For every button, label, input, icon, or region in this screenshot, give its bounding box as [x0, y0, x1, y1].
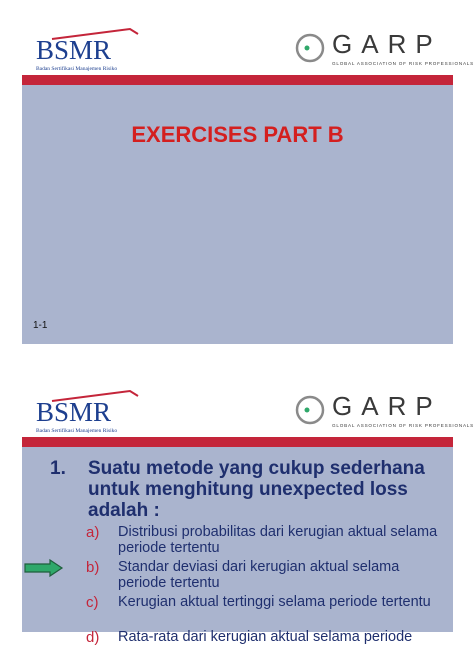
right-arrow-icon	[24, 559, 64, 577]
garp-logo-text: GARP	[332, 391, 442, 421]
option-letter: d)	[86, 629, 100, 646]
bsmr-logo-text: BSMR	[36, 35, 112, 65]
header-divider-bar	[22, 437, 453, 447]
slide-2	[22, 380, 474, 646]
bsmr-logo	[32, 28, 144, 72]
bsmr-logo	[32, 390, 144, 434]
option-text: Standar deviasi dari kerugian aktual selama periode tertentu	[118, 559, 400, 591]
option-letter: a)	[86, 524, 100, 541]
garp-logo-subtitle: GLOBAL ASSOCIATION OF RISK PROFESSIONALS	[332, 61, 474, 66]
slide-header	[22, 380, 474, 437]
option-text: Distribusi probabilitas dari kerugian aktual selama periode tertentu	[118, 524, 438, 556]
header-divider-bar	[22, 75, 453, 85]
slide-header	[22, 18, 474, 75]
bsmr-logo-subtitle: Badan Sertifikasi Manajemen Risiko	[36, 428, 118, 434]
bsmr-logo-subtitle: Badan Sertifikasi Manajemen Risiko	[36, 66, 118, 72]
slide-1	[22, 18, 474, 344]
garp-circle-icon	[294, 394, 326, 426]
option-text: Kerugian aktual tertinggi selama periode tertentu	[118, 594, 431, 610]
question-text: Suatu metode yang cukup sederhana untuk menghitung unexpected loss adalah :	[88, 458, 425, 521]
slide-title: EXERCISES PART B	[131, 122, 344, 147]
garp-logo	[294, 391, 474, 432]
bsmr-logo-text: BSMR	[36, 397, 112, 427]
option-letter: b)	[86, 559, 100, 576]
garp-logo-text: GARP	[332, 29, 442, 59]
garp-logo-subtitle: GLOBAL ASSOCIATION OF RISK PROFESSIONALS	[332, 423, 474, 428]
option-text: Rata-rata dari kerugian aktual selama periode	[118, 629, 413, 645]
slide-number: 1-1	[33, 320, 48, 331]
option-letter: c)	[86, 594, 99, 611]
garp-circle-icon	[294, 32, 326, 64]
garp-logo	[294, 29, 474, 70]
question-number: 1.	[50, 458, 66, 479]
